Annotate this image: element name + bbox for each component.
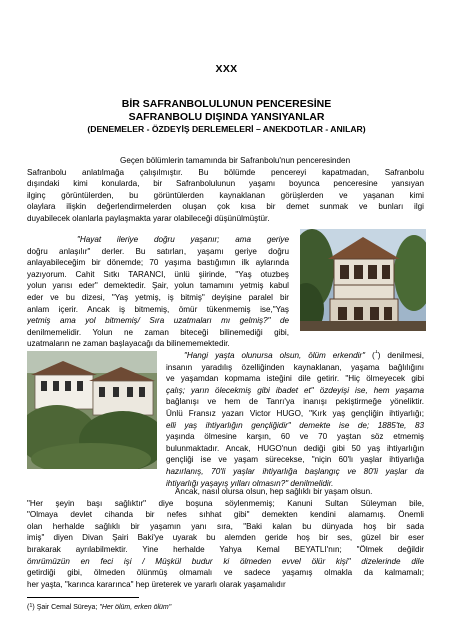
paragraph-line: duyabilecek olanlarla paylaşmakta yarar olabileceği düşünülmüştür. — [27, 213, 270, 223]
paragraph-line: anlayabileceğim bir dönemde; 70 yaşıma bastığımın ilk aylarında — [27, 258, 289, 268]
paragraph-intro — [27, 155, 424, 225]
paragraph-line — [166, 420, 424, 432]
safranbolu-house-photo — [300, 229, 426, 331]
quote-text: "Hayat ileriye doğru yaşanır; ama geriye — [77, 235, 289, 244]
footnote-quote: "Her ölüm, erken ölüm" — [99, 604, 172, 611]
paragraph-line: imiş" diyen Divan Şairi Baki'ye uyarak bu alemden geride hoş bir ses, güzel bir eser — [27, 533, 424, 543]
paragraph-line: Geçen bölümlerin tamamında bir Safranbolu'nun penceresinden — [120, 156, 351, 165]
paragraph-line: olan herhalde sağlıklı bir yaşamın yanı sıra, "Baki kalan bu dünyada hoş bir sada — [27, 521, 424, 531]
paragraph-line: ve yaşamdan kopmama isteğini dile getirir. "Hiç ölmeyecek gibi — [166, 374, 424, 384]
paragraph-line: yazıyorum. Cahit Sıtkı TARANCI, ünlü şiirinde, "Yaş otuzbeş — [27, 269, 289, 279]
paragraph-line: anlam içerir. Ancak iş bitmemiş, ömür tükenmemiş ise,"Yaş — [27, 304, 289, 314]
paragraph-line: Ancak, nasıl olursa olsun, hep sağlıklı bir yaşam olsun. — [175, 487, 373, 496]
quote-text: elli yaş ihtiyarlığın gençliğidir" demekte ise de; 1885'te, 83 — [166, 420, 424, 430]
paragraph-death-quote — [166, 350, 424, 489]
paragraph-line — [27, 234, 289, 246]
paragraph-line — [166, 385, 424, 397]
paragraph-line: eder ve bu dizesi, "Yaş yetmiş, iş bitmiş" deyişine paralel bir — [27, 292, 289, 302]
paragraph-line: olaylara ilişkin değerlendirmelerden oluşan çok kısa bir demet sunmak ve bunları ilgi — [27, 202, 424, 212]
paragraph-line: dışındaki kimi konularda, bir Safranbolulunun yaşamı boyunca penceresine yansıyan — [27, 179, 424, 189]
paragraph-line: "Her şeyin başı sağlıktır" diye boşuna söylenmemiş; Kanuni Sultan Süleyman bile, — [27, 498, 424, 508]
paragraph-line: bağlanışı ve hem de Tanrı'ya inanışı pekiştirmeğe yöneliktir. — [166, 397, 424, 407]
paragraph-line: bırakarak ayrılabilmektir. Yine herhalde Yahya Kemal BEYATLI'nın; "Ölmek değildir — [27, 544, 424, 554]
paragraph-line: uzatmaların ne zaman başlayacağı da bilinememektedir. — [27, 339, 230, 349]
page-title-line-1: BİR SAFRANBOLULUNUN PENCERESİNE — [121, 98, 332, 110]
footnote-author: Şair Cemal Süreya; — [36, 604, 98, 611]
paragraph-age-quote — [27, 234, 289, 350]
paragraph-line: "Olmaya devlet cihanda bir nefes sıhhat gibi" demekten kendini alamamış. Önemli — [27, 510, 424, 520]
paragraph-line: ilginç görüntülerden, bu görüntülerden kaynaklanan görüşlerden ve yaşanan kimi — [27, 190, 424, 200]
paragraph-line: gençliği ise ve yaşam sürecekse, "niçin 60'lı yaşlar ihtiyarlığa — [166, 455, 424, 465]
paragraph-line — [27, 556, 424, 568]
quote-text: yetmiş ama yol bitmemiş/ Sıra uzatmaları mı gelmiş?" de — [27, 316, 289, 326]
paragraph-line: Safranbolu anlatılmağa çalışılmıştır. Bu bölümde pencereyi kapatmadan, Safranbolu — [27, 167, 424, 177]
footnote-number: 1 — [29, 603, 33, 609]
footnote-ref: 1 — [374, 350, 378, 355]
quote-text: çalış; yarın ölecekmiş gibi ibadet et" özdeyişi ise, hem yaşama — [166, 385, 424, 395]
quote-text: ömrümüzün en feci işi / Müşkül budur ki ölmeden evvel ölür kişi" dizelerinde dile — [27, 556, 424, 566]
paragraph-line — [166, 466, 424, 478]
quote-text: hazırlanış, 70'li yaşlar ihtiyarlığa başlangıç ve 80'li yaşlar da — [166, 466, 424, 476]
house-illustration — [300, 229, 426, 331]
section-number: XXX — [215, 63, 238, 75]
page-title-line-2: SAFRANBOLU DIŞINDA YANSIYANLAR — [128, 111, 325, 123]
footnote-divider — [27, 597, 139, 598]
paragraph-healthy-life — [27, 486, 424, 590]
paragraph-line — [27, 315, 289, 327]
paragraph-line: yaşında ölmesine karşın, 60 ve 70 yaştan söz etmemiş — [166, 432, 424, 442]
quote-text: ihtiyarlığı yaşayış yılları olmasın?" denilmelidir. — [166, 478, 334, 488]
paragraph-line: denilmemelidir. Yolun ne zaman biteceği bilinemediği gibi, — [27, 327, 289, 337]
paragraph-line: getirdiği gibi, ölmeden ölünmüş olmamalı ve sadece yaşamış olmakla da kalmamalı; — [27, 568, 424, 578]
paragraph-line: insanın yaradılış özelliğinden kaynaklanan, yaşama bağlılığını — [166, 362, 424, 372]
paragraph-line: "Hangi yaşta olunursa olsun, ölüm erkendir" ($^1$) denilmesi, — [184, 350, 424, 360]
safranbolu-mansions-photo — [27, 351, 157, 469]
paragraph-line: bulunmaktadır. Ancak, HUGO'nun dediği gibi 50 yaş ihtiyarlığın — [166, 443, 424, 453]
paragraph-line: Ünlü Fransız yazarı Victor HUGO, "Kırk yaş gençliğin ihtiyarlığı; — [166, 408, 424, 418]
paragraph-line: doğru anlaşılır" derler. Bu satırları, yaşamı geriye doğru — [27, 246, 289, 256]
footnote: ($^1$) Şair Cemal Süreya; "Her ölüm, erken ölüm" — [27, 603, 172, 611]
paragraph-line: her yaşta, "karınca kararınca" hep üreterek ve yararlı olarak yaşamalıdır — [27, 579, 286, 589]
paragraph-line: yolun yarısı eder" demektedir. Şair, yolun tamamını yetmiş kabul — [27, 281, 289, 291]
mansions-illustration — [27, 351, 157, 469]
page-subtitle: (DENEMELER - ÖZDEYİŞ DERLEMELERİ – ANEKDOTLAR - ANILAR) — [87, 124, 366, 134]
quote-text: "Hangi yaşta olunursa olsun, ölüm erkendir" — [184, 351, 366, 360]
